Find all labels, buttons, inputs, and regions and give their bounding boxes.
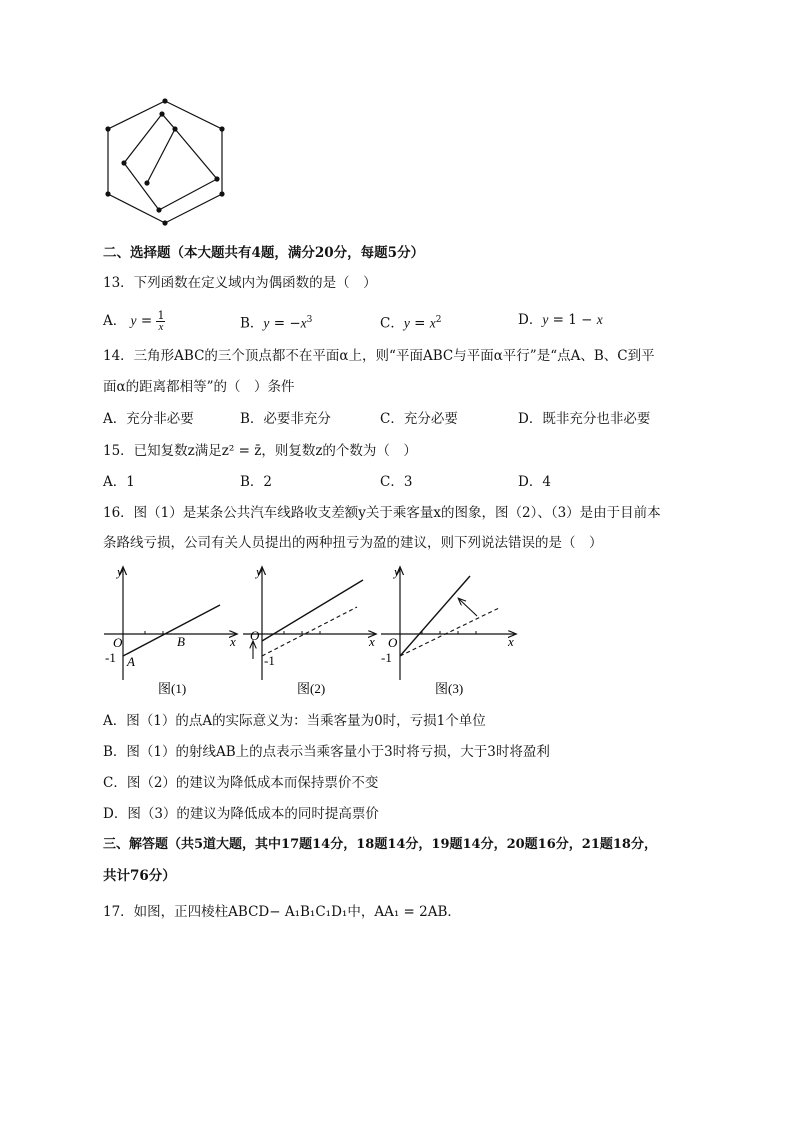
q14-line-1: 14．三角形ABC的三个顶点都不在平面α上，则“平面ABC与平面α平行”是“点A、B、C到平 [103, 348, 655, 364]
q16-option-b: B．图（1）的射线AB上的点表示当乘客量小于3时将亏损，大于3时将盈利 [103, 744, 550, 760]
q15-option-c: C．3 [380, 474, 413, 490]
section-2-heading: 二、选择题（本大题共有4题，满分20分，每题5分） [103, 245, 425, 261]
q16-line-1: 16．图（1）是某条公共汽车线路收支差额y关于乘客量x的图象，图（2）、（3）是由于目前本 [103, 505, 661, 521]
graph1-y-label: y [117, 564, 123, 579]
graph3-origin-label: O [388, 635, 398, 650]
q13-option-b: B．$y = -x^3$ [240, 315, 313, 332]
graph1-point-b: B [177, 634, 185, 649]
graph2-minus1-label: -1 [264, 653, 275, 668]
graph3-x-label: x [508, 634, 514, 649]
q13-stem: 13．下列函数在定义域内为偶函数的是（ ） [103, 275, 377, 291]
graph1-minus1-label: -1 [105, 650, 116, 665]
q15-option-d: D．4 [518, 474, 551, 490]
q13-option-d: D．y = 1 − x [518, 312, 603, 328]
q14-option-a: A．充分非必要 [103, 411, 194, 427]
section-3-heading-line-1: 三、解答题（共5道大题，其中17题14分，18题14分，19题14分，20题16分，21题18分， [103, 837, 657, 852]
q16-option-d: D．图（3）的建议为降低成本的同时提高票价 [103, 806, 379, 822]
graph2-y-label: y [256, 564, 262, 579]
graph-3 [377, 562, 522, 702]
q15-stem: 15．已知复数z满足z² = z̄，则复数z的个数为（ ） [103, 443, 417, 459]
q16-option-a: A．图（1）的点A的实际意义为：当乘客量为0时，亏损1个单位 [103, 713, 486, 729]
q14-option-c: C．充分必要 [380, 411, 458, 427]
q17-stem: 17．如图，正四棱柱ABCD− A₁B₁C₁D₁中，AA₁ = 2AB． [103, 904, 461, 920]
q14-line-2: 面α的距离都相等”的（ ）条件 [103, 379, 295, 395]
graph-1 [100, 562, 240, 702]
q14-option-d: D．既非充分也非必要 [518, 411, 651, 427]
q13-option-a: A． y = $\frac{1}{x}$ [103, 309, 165, 333]
q16-line-2: 条路线亏损，公司有关人员提出的两种扭亏为盈的建议，则下列说法错误的是（ ） [103, 535, 603, 551]
q14-option-b: B．必要非充分 [240, 411, 331, 427]
graph1-x-label: x [230, 634, 236, 649]
q15-option-b: B．2 [240, 474, 273, 490]
q15-option-a: A．1 [103, 474, 135, 490]
graph-2 [239, 562, 379, 702]
graph2-caption: 图(2) [297, 681, 326, 696]
graph1-origin-label: O [113, 635, 123, 650]
graph1-point-a: A [127, 654, 135, 669]
graph2-x-label: x [369, 634, 375, 649]
section-3-heading-line-2: 共计76分） [103, 868, 176, 884]
graph3-caption: 图(3) [435, 681, 464, 696]
hexagon-figure [95, 95, 235, 235]
graph1-caption: 图(1) [158, 681, 187, 696]
graph3-minus1-label: -1 [381, 650, 392, 665]
q13-option-c: C．$y = x^2$ [380, 315, 442, 332]
graph2-origin-label: O [250, 628, 260, 643]
q16-option-c: C．图（2）的建议为降低成本而保持票价不变 [103, 775, 379, 791]
graph3-y-label: y [394, 564, 400, 579]
